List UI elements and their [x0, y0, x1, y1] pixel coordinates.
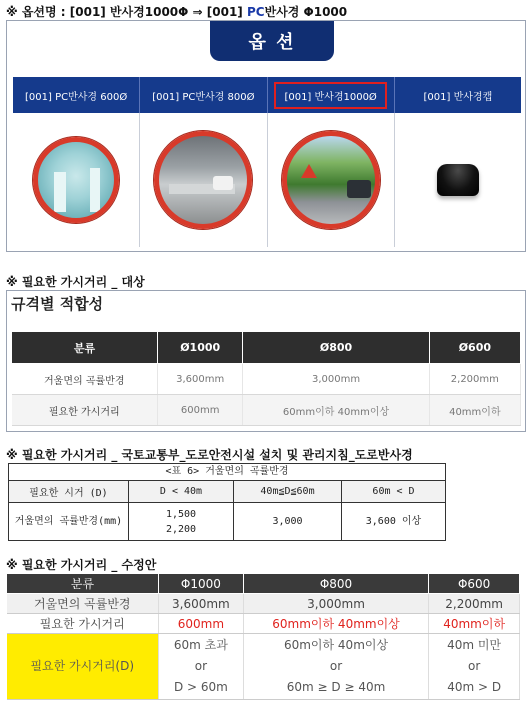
option-tab-1000-label: [001] 반사경1000Ø — [274, 82, 386, 109]
table-cell — [129, 503, 234, 541]
table-cell-line: or — [329, 659, 343, 673]
table-cell: 필요한 가시거리 — [7, 614, 159, 634]
table-row — [12, 395, 521, 426]
table-row — [9, 503, 446, 541]
option-tab-800[interactable] — [140, 77, 267, 113]
table-cell: 3,600 이상 — [342, 503, 446, 541]
table-row — [7, 614, 520, 634]
section2-caption: <표 6> 거울면의 곡률반경 — [8, 463, 446, 480]
table-cell — [429, 634, 520, 700]
table-cell: 40mm이하 — [429, 395, 520, 426]
section2-table — [8, 480, 446, 541]
options-panel — [6, 20, 526, 252]
section1-heading: ※ 필요한 가시거리 _ 대상 — [6, 275, 145, 289]
table-header-cell: Φ600 — [429, 574, 520, 594]
table-cell — [243, 634, 428, 700]
table-cell: 3,600mm — [158, 364, 243, 395]
table-header-cell: 분류 — [12, 332, 158, 364]
option-name-pc: PC — [246, 5, 265, 19]
table-cell: 60mm이하 40mm이상 — [243, 614, 428, 634]
table-header-cell: Φ1000 — [159, 574, 244, 594]
table-cell — [159, 634, 244, 700]
table-cell: 거울면의 곡률반경 — [7, 594, 159, 614]
option-image-1000[interactable] — [268, 113, 395, 247]
table-header-row — [12, 332, 521, 364]
section1-title: 규격별 적합성 — [11, 295, 104, 313]
mirror-600-icon — [33, 137, 119, 223]
table-header-cell: Ø600 — [429, 332, 520, 364]
table-cell: 3,000mm — [243, 594, 428, 614]
option-tab-600-label: [001] PC반사경 600Ø — [25, 91, 128, 103]
table-cell-line: or — [194, 659, 208, 673]
option-tab-800-label: [001] PC반사경 800Ø — [152, 91, 255, 103]
table-cell-line: 60m ≥ D ≥ 40m — [286, 680, 386, 694]
table-header-row — [9, 481, 446, 503]
option-tab-600[interactable] — [13, 77, 140, 113]
table-row — [7, 594, 520, 614]
option-name-prefix: ※ 옵션명 : [001] 반사경1000Φ ⇒ [001] — [6, 5, 247, 19]
table-header-cell: D < 40m — [129, 481, 234, 503]
table-cell-line: 40m > D — [447, 680, 502, 694]
table-header-cell: 분류 — [7, 574, 159, 594]
option-name-heading — [6, 3, 347, 20]
table-cell-line: 60m 초과 — [173, 638, 228, 652]
table-cell: 2,200mm — [429, 594, 520, 614]
table-cell: 60mm이하 40mm이상 — [243, 395, 429, 426]
table-cell-highlight: 필요한 가시거리(D) — [7, 634, 159, 700]
table-header-cell: Ø800 — [243, 332, 429, 364]
options-image-row — [13, 113, 521, 247]
table-cell: 3,000mm — [243, 364, 429, 395]
section3-table — [6, 573, 520, 700]
table-row — [7, 634, 520, 700]
mirror-1000-icon — [282, 131, 380, 229]
section2-heading: ※ 필요한 가시거리 _ 국토교통부_도로안전시설 설치 및 관리지침_도로반사경 — [6, 448, 413, 462]
table-cell-line: D > 60m — [173, 680, 228, 694]
table-cell: 2,200mm — [429, 364, 520, 395]
table-header-cell: 40m≦D≦60m — [234, 481, 342, 503]
table-row — [12, 364, 521, 395]
options-header-row — [13, 77, 521, 113]
option-image-800[interactable] — [140, 113, 267, 247]
table-cell: 600mm — [159, 614, 244, 634]
table-cell-line: 2,200 — [165, 523, 197, 535]
mirror-cap-icon — [437, 164, 479, 196]
option-tab-cap-label: [001] 반사경캡 — [423, 91, 493, 103]
table-header-cell: 필요한 시거 (D) — [9, 481, 129, 503]
section1-table — [11, 331, 521, 426]
table-cell: 거울면의 곡률반경(mm) — [9, 503, 129, 541]
table-header-cell: Φ800 — [243, 574, 428, 594]
table-cell-line: or — [467, 659, 481, 673]
section3-heading: ※ 필요한 가시거리 _ 수정안 — [6, 558, 157, 572]
table-cell-line: 40m 미만 — [447, 638, 502, 652]
table-cell-line: 1,500 — [165, 508, 197, 520]
table-header-cell: Ø1000 — [158, 332, 243, 364]
section1-panel — [6, 290, 526, 432]
option-name-suffix: 반사경 Φ1000 — [264, 5, 348, 19]
option-image-cap[interactable] — [395, 113, 521, 247]
table-cell: 3,600mm — [159, 594, 244, 614]
table-header-cell: 60m < D — [342, 481, 446, 503]
options-pill: 옵 션 — [210, 21, 334, 61]
mirror-800-icon — [154, 131, 252, 229]
table-cell: 필요한 가시거리 — [12, 395, 158, 426]
option-image-600[interactable] — [13, 113, 140, 247]
table-cell: 3,000 — [234, 503, 342, 541]
table-cell: 거울면의 곡률반경 — [12, 364, 158, 395]
table-cell: 40mm이하 — [429, 614, 520, 634]
table-header-row — [7, 574, 520, 594]
table-cell: 600mm — [158, 395, 243, 426]
option-tab-1000[interactable] — [268, 77, 395, 113]
table-cell-line: 60m이하 40m이상 — [283, 638, 389, 652]
option-tab-cap[interactable] — [395, 77, 521, 113]
